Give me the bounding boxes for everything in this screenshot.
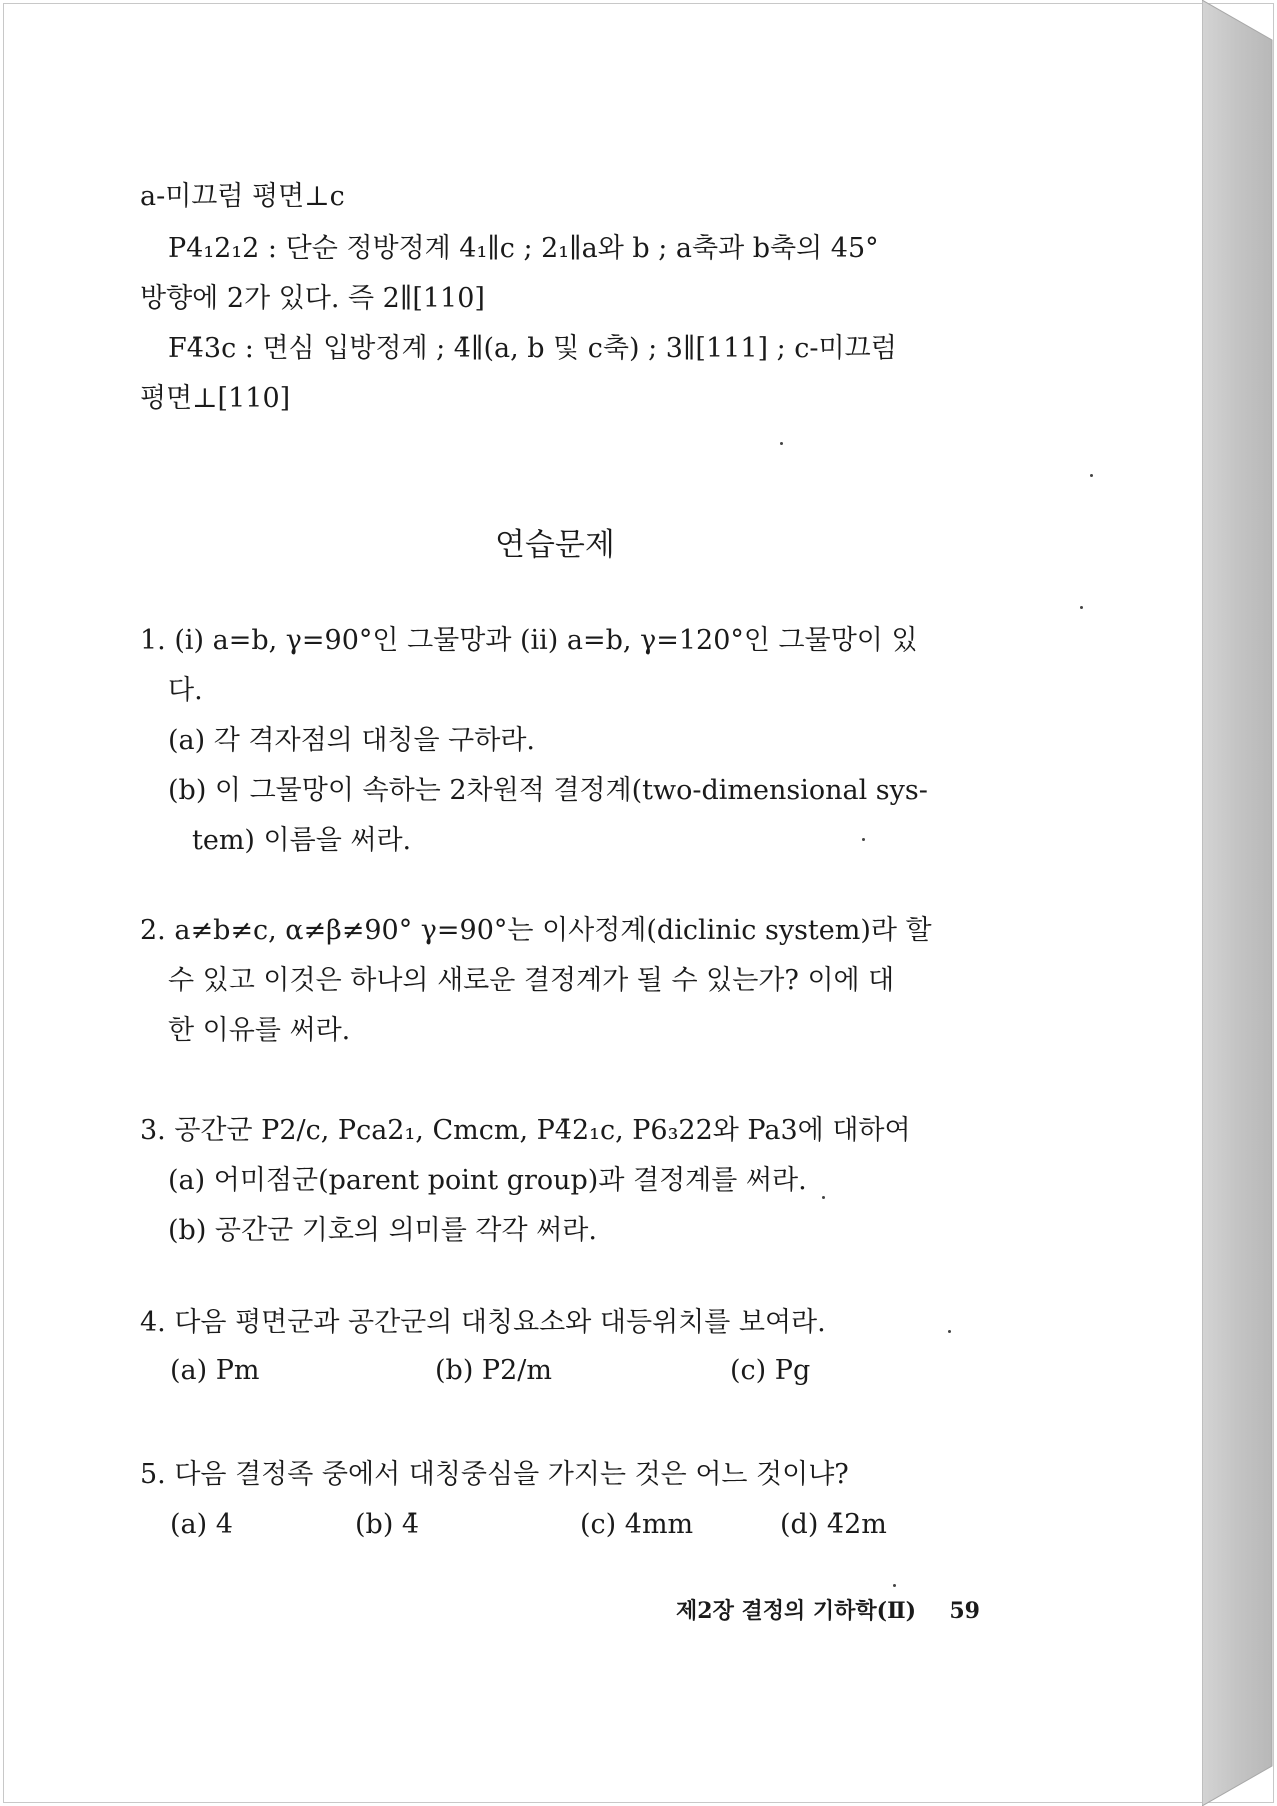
problem-5-line-1: 5. 다음 결정족 중에서 대칭중심을 가지는 것은 어느 것이냐? <box>140 1459 849 1490</box>
problem-1-part-b-line-2: tem) 이름을 써라. <box>192 825 412 856</box>
intro-line-2: P4₁2₁2 : 단순 정방정계 4₁∥c ; 2₁∥a와 b ; a축과 b축의 45° <box>168 233 879 264</box>
problem-4-option-c: (c) Pg <box>730 1355 811 1386</box>
problem-2-line-1: 2. a≠b≠c, α≠β≠90° γ=90°는 이사정계(diclinic system)라 할 <box>140 915 932 946</box>
problem-5-option-a: (a) 4 <box>170 1509 233 1540</box>
problem-1-part-a: (a) 각 격자점의 대칭을 구하라. <box>168 725 535 756</box>
page-footer <box>676 1586 980 1636</box>
intro-line-1: a-미끄럼 평면⊥c <box>140 181 345 212</box>
problem-3-line-1: 3. 공간군 P2/c, Pca2₁, Cmcm, P4̄2₁c, P6₃22와 Pa3에 대하여 <box>140 1115 911 1146</box>
problem-4-line-1: 4. 다음 평면군과 공간군의 대칭요소와 대등위치를 보여라. <box>140 1307 826 1338</box>
problem-1-line-2: 다. <box>168 675 203 706</box>
scan-speck <box>822 1196 825 1199</box>
problem-2-line-3: 한 이유를 써라. <box>168 1015 351 1046</box>
problem-4-option-a: (a) Pm <box>170 1355 260 1386</box>
section-title: 연습문제 <box>495 527 615 563</box>
footer-chapter: 제2장 결정의 기하학(Ⅱ) <box>676 1598 917 1624</box>
scan-speck <box>1090 474 1093 477</box>
problem-5-option-d: (d) 4̄2m <box>780 1509 887 1540</box>
problem-3-part-a: (a) 어미점군(parent point group)과 결정계를 써라. <box>168 1165 807 1196</box>
scan-speck <box>780 442 783 445</box>
scan-speck <box>893 1584 896 1587</box>
scan-speck <box>948 1330 951 1333</box>
intro-line-3: 방향에 2가 있다. 즉 2∥[110] <box>140 283 485 314</box>
intro-line-4: F4̄3c : 면심 입방정계 ; 4̄∥(a, b 및 c축) ; 3∥[111] ; c-미끄럼 <box>168 333 897 364</box>
footer-page-number: 59 <box>949 1598 980 1624</box>
problem-1-part-b-line-1: (b) 이 그물망이 속하는 2차원적 결정계(two-dimensional sys- <box>168 775 928 806</box>
problem-5-option-b: (b) 4̄ <box>355 1509 420 1540</box>
problem-2-line-2: 수 있고 이것은 하나의 새로운 결정계가 될 수 있는가? 이에 대 <box>168 965 895 996</box>
scan-speck <box>1080 606 1083 609</box>
problem-5-option-c: (c) 4mm <box>580 1509 694 1540</box>
problem-4-option-b: (b) P2/m <box>435 1355 552 1386</box>
problem-1-line-1: 1. (i) a=b, γ=90°인 그물망과 (ii) a=b, γ=120°인 그물망이 있 <box>140 625 918 656</box>
scan-speck <box>862 838 865 841</box>
problem-3-part-b: (b) 공간군 기호의 의미를 각각 써라. <box>168 1215 597 1246</box>
intro-line-5: 평면⊥[110] <box>140 383 291 414</box>
book-edge <box>1202 0 1277 1806</box>
